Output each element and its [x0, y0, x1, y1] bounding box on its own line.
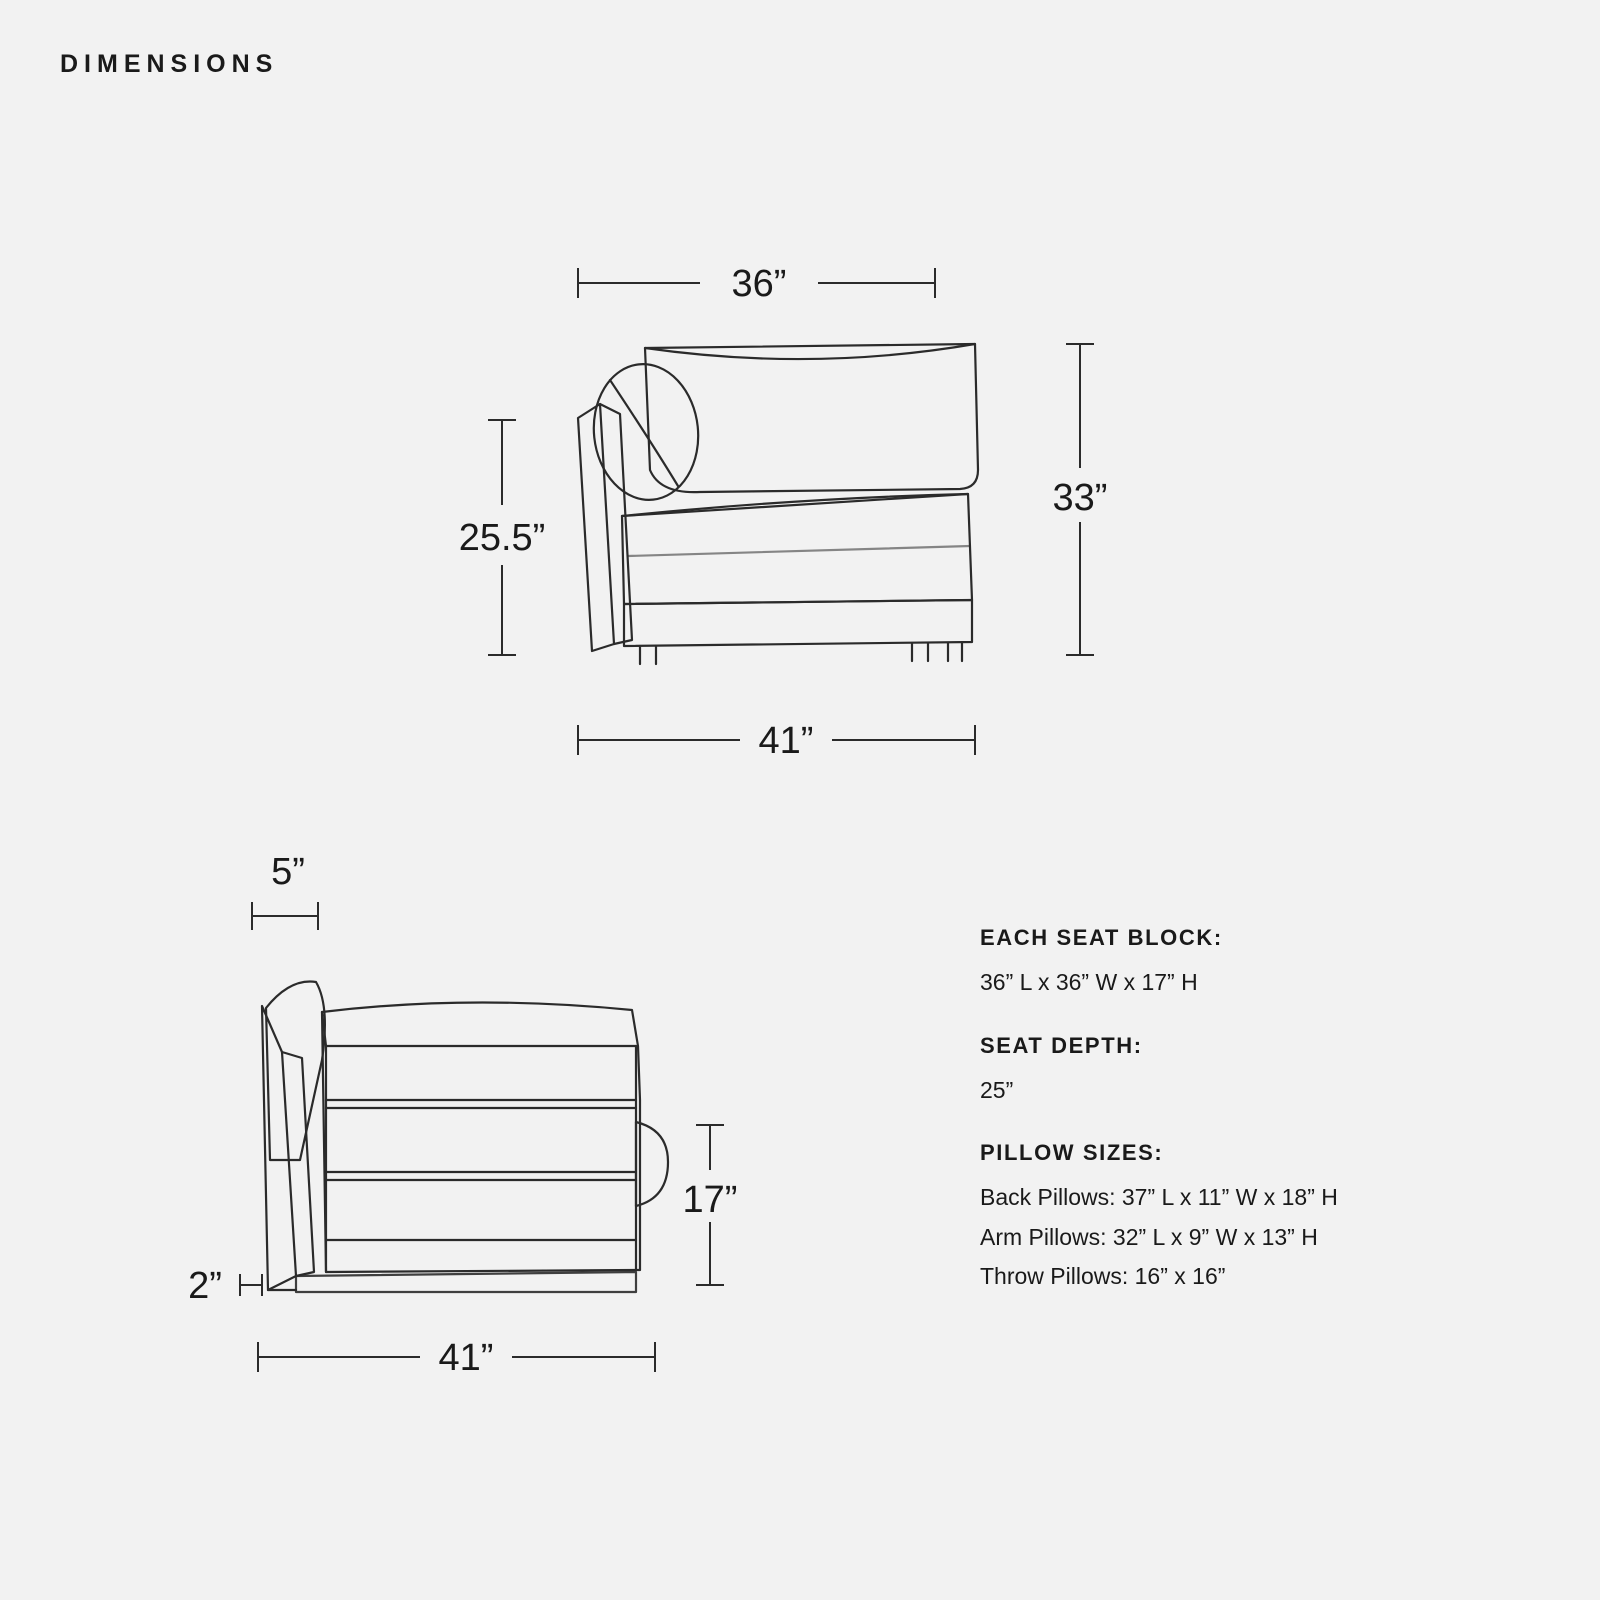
- spec-heading: SEAT DEPTH:: [980, 1032, 1143, 1058]
- label-front-back-height: 33”: [1052, 477, 1108, 519]
- dim-side-base-clearance: [240, 1274, 262, 1296]
- label-side-overhang: 5”: [271, 851, 305, 893]
- spec-line: Back Pillows: 37” L x 11” W x 18” H: [980, 1184, 1338, 1211]
- label-side-depth: 41”: [438, 1337, 494, 1379]
- label-front-depth: 41”: [758, 720, 814, 762]
- spec-line: 36” L x 36” W x 17” H: [980, 969, 1198, 995]
- spec-line: 25”: [980, 1076, 1014, 1103]
- label-front-seatback-height: 25.5”: [458, 517, 546, 559]
- dim-side-overhang: [252, 902, 318, 930]
- label-side-base-clearance: 2”: [188, 1265, 222, 1307]
- spec-list: [980, 925, 1540, 1327]
- spec-group-seat-block: [980, 925, 1540, 1003]
- page-title: DIMENSIONS: [60, 50, 279, 78]
- spec-line: Throw Pillows: 16” x 16”: [980, 1263, 1226, 1290]
- spec-group-pillow-sizes: [980, 1140, 1540, 1297]
- spec-heading: PILLOW SIZES:: [980, 1140, 1164, 1166]
- spec-line: Arm Pillows: 32” L x 9” W x 13” H: [980, 1223, 1318, 1250]
- front-view-drawing: [488, 268, 1094, 755]
- spec-heading: EACH SEAT BLOCK:: [980, 925, 1223, 950]
- side-view-drawing: [240, 902, 724, 1372]
- spec-group-seat-depth: [980, 1033, 1540, 1111]
- label-side-seat-height: 17”: [682, 1179, 738, 1221]
- label-front-width: 36”: [731, 263, 787, 305]
